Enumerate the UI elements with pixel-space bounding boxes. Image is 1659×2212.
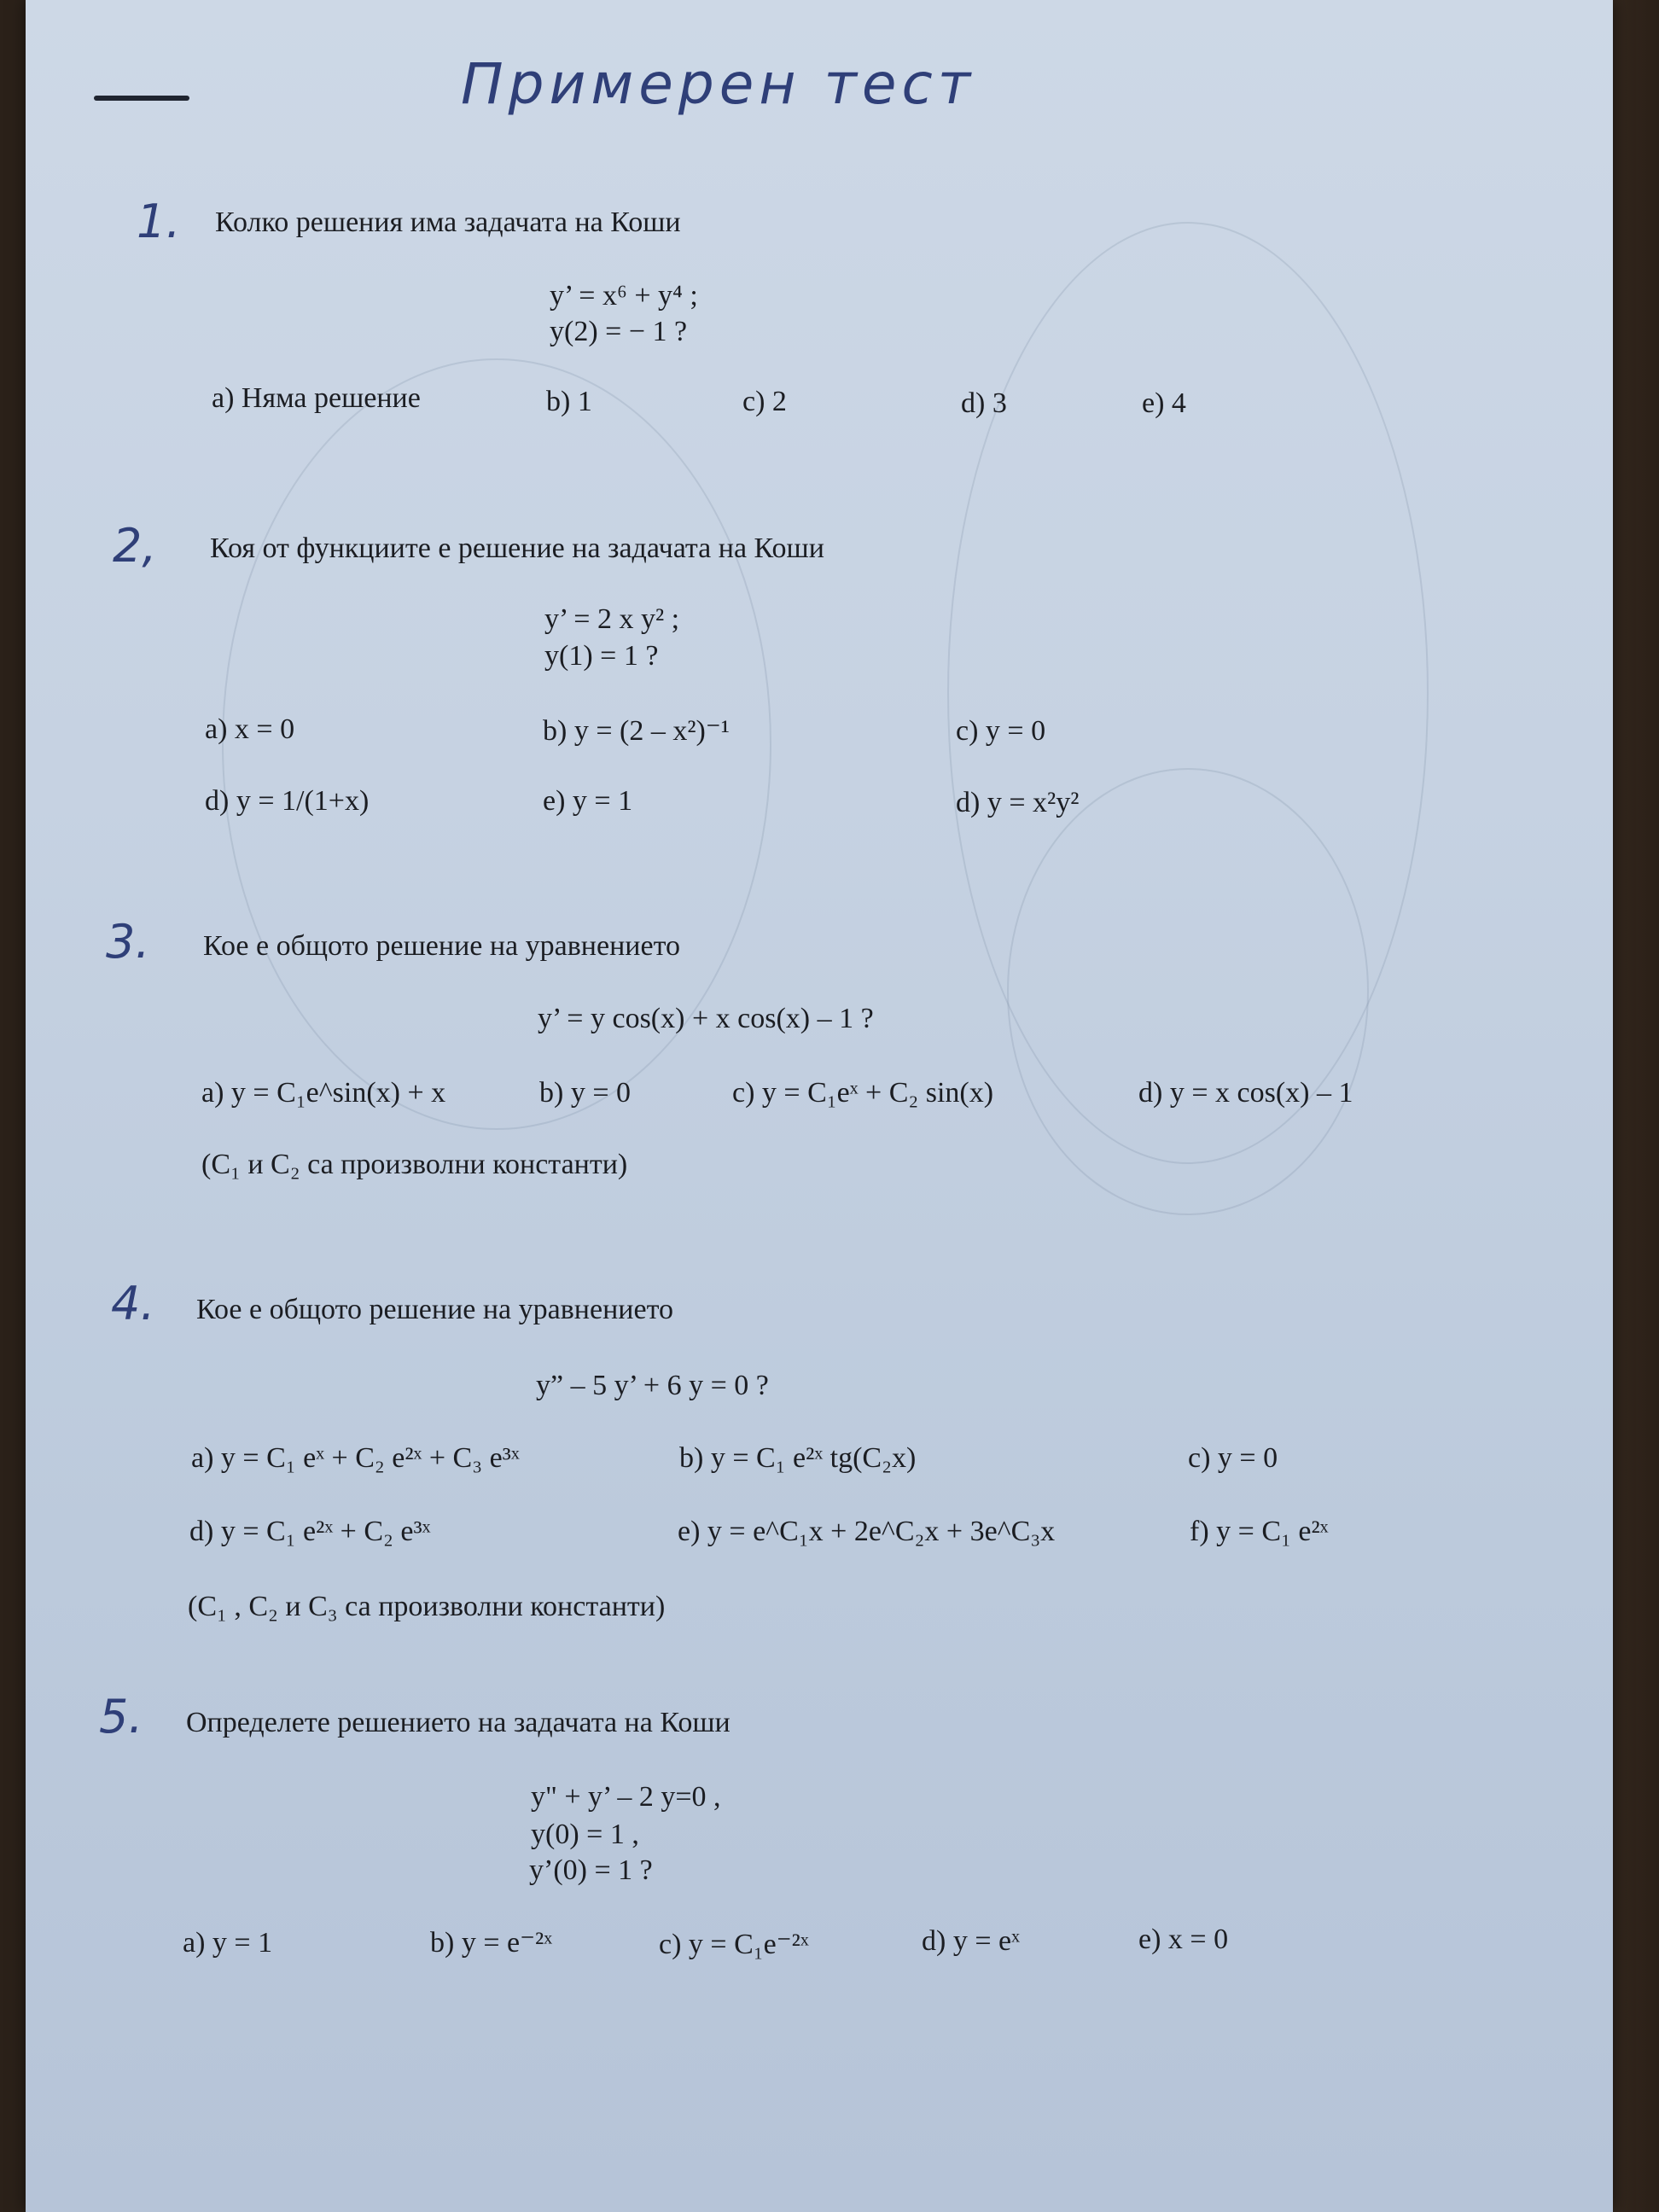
answer-option: d) y = 1/(1+x) [205, 785, 370, 817]
answer-option: d) 3 [961, 387, 1007, 419]
answer-option: e) y = e^C₁x + 2e^C₂x + 3e^C₃x [678, 1516, 1056, 1547]
question-number: 1. [137, 195, 181, 248]
answer-option: c) y = C₁eˣ + C₂ sin(x) [732, 1077, 994, 1109]
answer-option: c) y = 0 [956, 715, 1046, 747]
question-number: 5. [99, 1690, 143, 1743]
answer-option: b) y = 0 [539, 1077, 631, 1109]
equation-line: y’ = y cos(x) + x cos(x) – 1 ? [538, 1003, 874, 1034]
answer-option: a) y = C₁ eˣ + C₂ e²ˣ + C₃ e³ˣ [191, 1442, 520, 1474]
answer-option: e) y = 1 [543, 785, 633, 817]
equation-line: y(0) = 1 , [531, 1819, 639, 1850]
equation-line: y” – 5 y’ + 6 y = 0 ? [536, 1370, 769, 1401]
question-number: 2, [113, 519, 157, 573]
question-text: Кое е общото решение на уравнението [196, 1294, 673, 1325]
answer-option: a) Няма решение [212, 382, 421, 414]
answer-option: b) y = (2 – x²)⁻¹ [543, 715, 730, 747]
answer-option: d) y = C₁ e²ˣ + C₂ e³ˣ [189, 1516, 431, 1547]
equation-line: y’ = 2 x y² ; [544, 603, 680, 635]
answer-option: b) y = e⁻²ˣ [430, 1927, 553, 1959]
answer-option: a) y = 1 [183, 1927, 273, 1959]
answer-option: d) y = x cos(x) – 1 [1138, 1077, 1353, 1109]
equation-line: y" + y’ – 2 y=0 , [531, 1781, 721, 1813]
answer-option: c) y = C₁e⁻²ˣ [659, 1929, 809, 1960]
answer-option: d) y = eˣ [922, 1925, 1020, 1957]
answer-option: a) x = 0 [205, 713, 295, 745]
handwritten-title: Примерен тест [461, 51, 976, 117]
question-number: 4. [111, 1277, 155, 1330]
answer-option: e) x = 0 [1138, 1924, 1229, 1955]
question-text: Коя от функциите е решение на задачата на Коши [210, 533, 824, 564]
equation-line: y’(0) = 1 ? [529, 1854, 653, 1886]
answer-option: c) y = 0 [1188, 1442, 1278, 1474]
answer-option: c) 2 [742, 386, 787, 417]
constants-note: (C₁ и C₂ са произволни константи) [201, 1149, 628, 1180]
equation-line: y(1) = 1 ? [544, 640, 659, 672]
answer-option: a) y = C₁e^sin(x) + x [201, 1077, 446, 1109]
show-through-shape [1007, 768, 1369, 1215]
answer-option: f) y = C₁ e²ˣ [1190, 1516, 1329, 1547]
answer-option: e) 4 [1142, 387, 1186, 419]
question-text: Кое е общото решение на уравнението [203, 930, 680, 962]
answer-option: d) y = x²y² [956, 787, 1080, 818]
handwritten-dash [94, 96, 189, 101]
answer-option: b) 1 [546, 386, 592, 417]
equation-line: y(2) = − 1 ? [550, 316, 688, 347]
equation-line: y’ = x⁶ + y⁴ ; [550, 280, 698, 311]
constants-note: (C₁ , C₂ и C₃ са произволни константи) [188, 1591, 666, 1622]
question-number: 3. [106, 915, 150, 969]
question-text: Колко решения има задачата на Коши [215, 207, 681, 238]
answer-option: b) y = C₁ e²ˣ tg(C₂x) [679, 1442, 917, 1474]
question-text: Определете решението на задачата на Коши [186, 1707, 731, 1738]
